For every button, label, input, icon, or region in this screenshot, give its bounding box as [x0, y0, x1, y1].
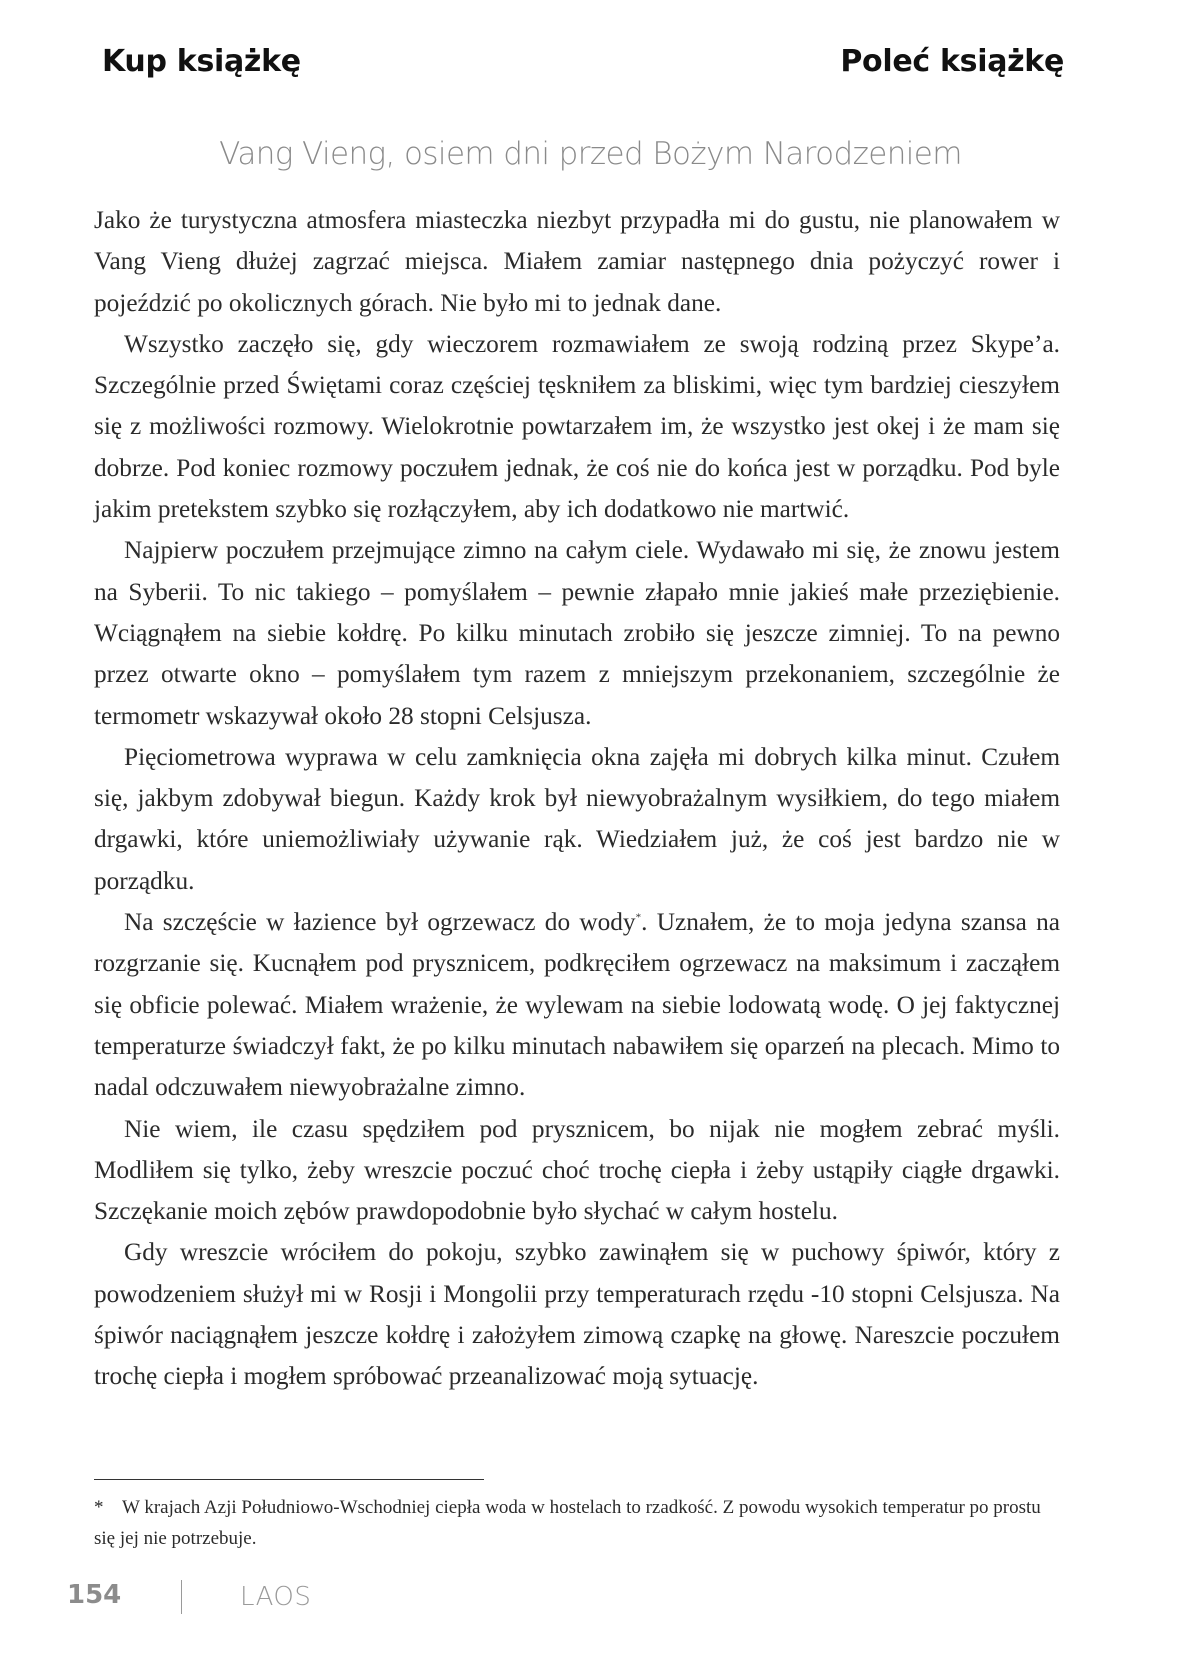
buy-book-link[interactable]: Kup książkę: [102, 44, 301, 79]
footnote: [94, 1492, 1066, 1554]
paragraph-4: Pięciometrowa wyprawa w celu zamknięcia okna zajęła mi dobrych kilka minut. Czułem się, jakbym zdobywał biegun. Każdy krok był niewyobrażalnym wysiłkiem, do tego miałem drgawki, które uniemożliwiały używanie rąk. Wiedziałem już, że coś jest bardzo nie w porządku.: [94, 742, 1060, 895]
footnote-text: W krajach Azji Południowo-Wschodniej ciepła woda w hostelach to rzadkość. Z powodu wysokich temperatur po prostu się jej nie potrzebuje.: [94, 1497, 1041, 1549]
recommend-book-link[interactable]: Poleć książkę: [840, 44, 1064, 79]
body-text: [94, 200, 1060, 1398]
paragraph-6: Nie wiem, ile czasu spędziłem pod prysznicem, bo nijak nie mogłem zebrać myśli. Modliłem się tylko, żeby wreszcie poczuć choć trochę ciepła i żeby ustąpiły ciągłe drgawki. Szczękanie moich zębów prawdopodobnie było słychać w całym hostelu.: [94, 1114, 1060, 1226]
footnote-mark: *: [94, 1497, 104, 1518]
paragraph-5-end: . Uznałem, że to moja jedyna szansa na rozgrzanie się. Kucnąłem pod prysznicem, podkręciłem ogrzewacz na maksimum i zacząłem się obficie polewać. Miałem wrażenie, że wylewam na siebie lodowatą wodę. O jej faktycznej temperaturze świadczył fakt, że po kilku minutach nabawiłem się oparzeń na plecach. Mimo to nadal odczuwałem niewyobrażalne zimno.: [94, 908, 1061, 1102]
paragraph-5: [94, 902, 1060, 1108]
paragraph-2: Wszystko zaczęło się, gdy wieczorem rozmawiałem ze swoją rodziną przez Skype’a. Szczególnie przed Świętami coraz częściej tęskniłem za bliskimi, więc tym bardziej cieszyłem się z możliwości rozmowy. Wielokrotnie powtarzałem im, że wszystko jest okej i że mam się dobrze. Pod koniec rozmowy poczułem jednak, że coś nie do końca jest w porządku. Pod byle jakim pretekstem szybko się rozłączyłem, aby ich dodatkowo nie martwić.: [94, 329, 1060, 524]
footer-separator: [181, 1580, 182, 1614]
section-name: LAOS: [240, 1582, 312, 1612]
paragraph-1: Jako że turystyczna atmosfera miasteczka niezbyt przypadła mi do gustu, nie planowałem w Vang Vieng dłużej zagrzać miejsca. Miałem zamiar następnego dnia pożyczyć rower i pojeździć po okolicznych górach. Nie było mi to jednak dane.: [94, 206, 1060, 317]
footnote-divider: [94, 1479, 484, 1480]
paragraph-5-start: Na szczęście w łazience był ogrzewacz do wody: [124, 908, 636, 937]
footnote-reference-mark: *: [635, 911, 642, 924]
paragraph-3: Najpierw poczułem przejmujące zimno na całym ciele. Wydawało mi się, że znowu jestem na Syberii. To nic takiego – pomyślałem – pewnie złapało mnie jakieś małe przeziębienie. Wciągnąłem na siebie kołdrę. Po kilku minutach zrobiło się jeszcze zimniej. To na pewno przez otwarte okno – pomyślałem tym razem z mniejszym przekonaniem, szczególnie że termometr wskazywał około 28 stopni Celsjusza.: [94, 536, 1060, 730]
paragraph-7: Gdy wreszcie wróciłem do pokoju, szybko zawinąłem się w puchowy śpiwór, który z powodzeniem służył mi w Rosji i Mongolii przy temperaturach rzędu -10 stopni Celsjusza. Na śpiwór naciągnąłem jeszcze kołdrę i założyłem zimową czapkę na głowę. Nareszcie poczułem trochę ciepła i mogłem spróbować przeanalizować moją sytuację.: [94, 1238, 1060, 1391]
chapter-title: Vang Vieng, osiem dni przed Bożym Narodzeniem: [219, 136, 962, 172]
page-number: 154: [67, 1580, 122, 1610]
